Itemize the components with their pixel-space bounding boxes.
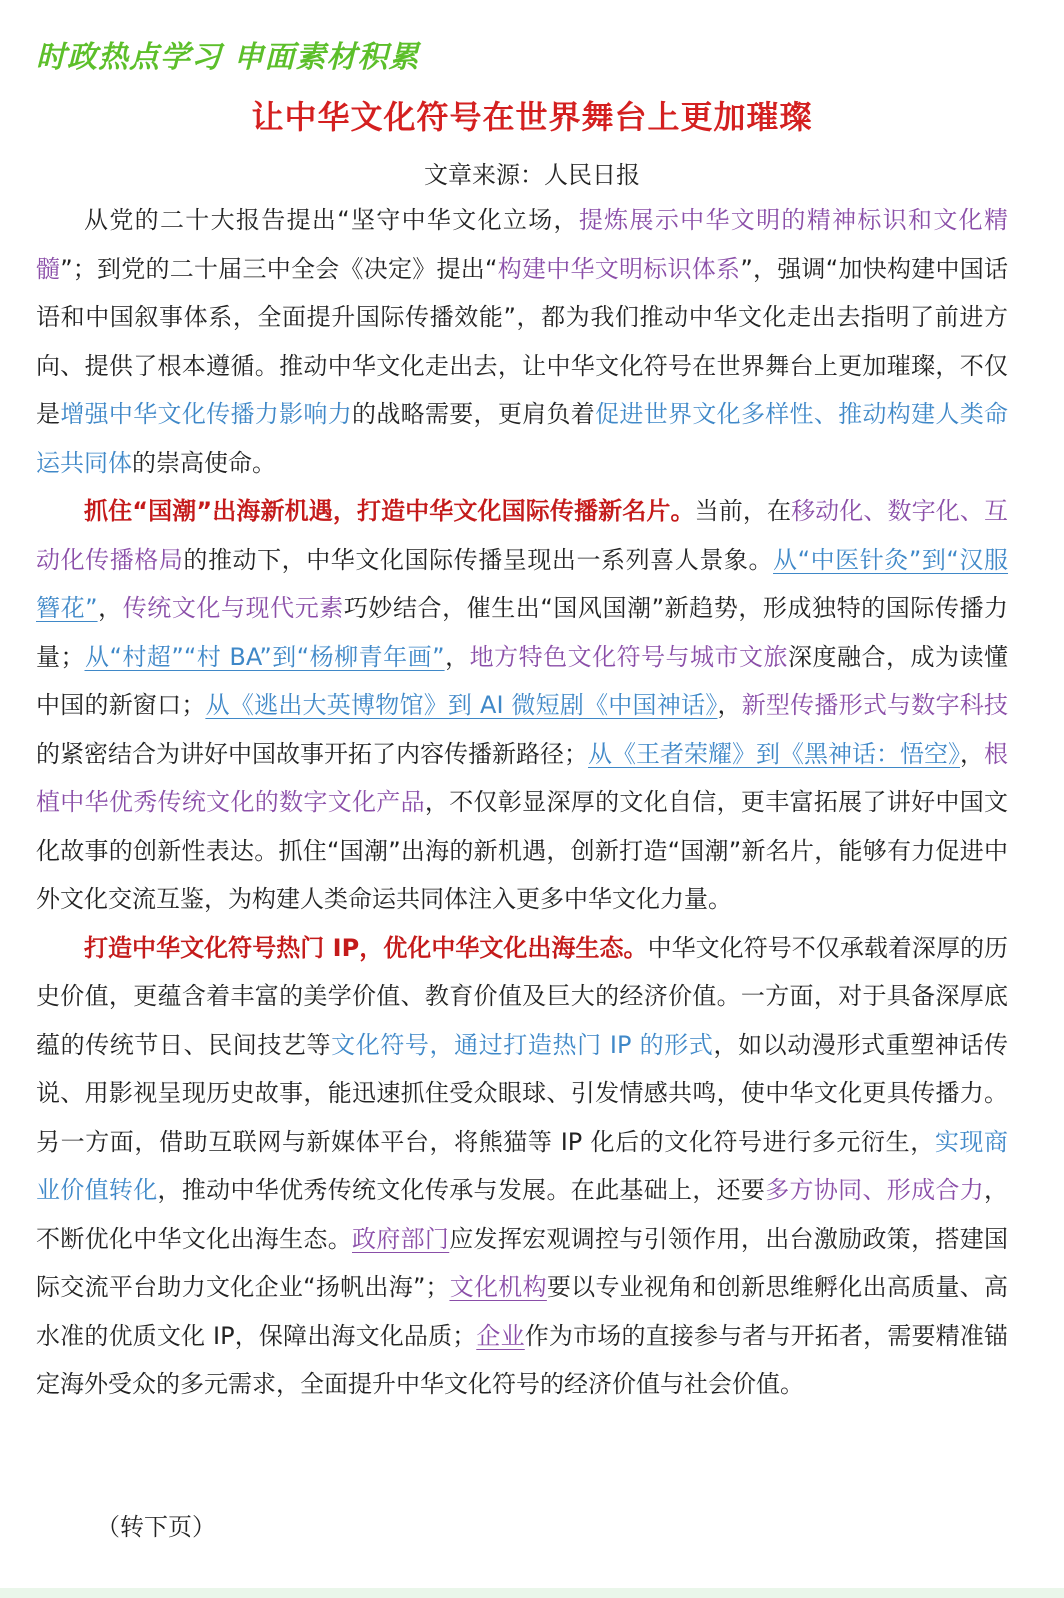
paragraph-1: [36, 196, 1008, 487]
p3-text: 作为市场的直接参与者与开拓者，需要精准锚定海外受众的多元需求，全面提升中华文化符号的经济价值与社会价值。: [36, 1321, 1009, 1398]
p1-text: 的战略需要，更肩负着: [352, 400, 596, 428]
p2-text: ，: [960, 739, 984, 768]
p2-text: 深度融合，成为读懂中国的新窗口；: [36, 642, 1009, 719]
p3-text: 中华文化符号不仅承载着深厚的历史价值，更蕴含着丰富的美学价值、教育价值及巨大的经济价值。一方面，对于具备深厚底蕴的传统节日、民间技艺等: [36, 933, 1009, 1059]
paragraph-3: [36, 924, 1008, 1409]
p3-text: ，推动中华优秀传统文化传承与发展。在此基础上，还要: [157, 1176, 766, 1204]
p2-lead-heading: 抓住“国潮”出海新机遇，打造中华文化国际传播新名片。: [84, 497, 695, 525]
bottom-divider: [0, 1588, 1064, 1598]
p1-highlight: 提炼展示中华文明的精神标识和文化精髓: [36, 206, 1008, 283]
p1-highlight: 构建中华文明标识体系: [497, 254, 741, 283]
p2-text: 的紧密结合为讲好中国故事开拓了内容传播新路径；: [36, 739, 588, 768]
p3-underlined-phrase: 文化机构: [449, 1273, 547, 1301]
paragraph-2: [36, 487, 1008, 924]
p2-text: 当前，在: [694, 497, 792, 525]
p3-text: 应发挥宏观调控与引领作用，出台激励政策，搭建国际交流平台助力文化企业“扬帆出海”；: [36, 1224, 1009, 1301]
article-title: 让中华文化符号在世界舞台上更加璀璨: [251, 98, 813, 136]
p3-underlined-phrase: 企业: [476, 1321, 525, 1350]
p1-text: 从党的二十大报告提出“坚守中华文化立场，: [84, 206, 579, 234]
p3-text: ，不断优化中华文化出海生态。: [36, 1176, 1009, 1253]
p2-highlight: 传统文化与现代元素: [122, 594, 344, 622]
p2-text: ，: [717, 691, 742, 719]
p3-highlight: 文化符号，通过打造热门 IP 的形式: [331, 1030, 714, 1059]
p3-underlined-phrase: 政府部门: [352, 1224, 450, 1253]
p3-text: 要以专业视角和创新思维孵化出高质量、高水准的优质文化 IP，保障出海文化品质；: [36, 1273, 1009, 1350]
p1-highlight: 促进世界文化多样性、推动构建人类命运共同体: [36, 400, 1009, 477]
p2-highlight: 新型传播形式与数字科技: [741, 691, 1008, 719]
p1-text: ”，强调“加快构建中国话语和中国叙事体系，全面提升国际传播效能”，都为我们推动中华文化走出去指明了前进方向、提供了根本遵循。推动中华文化走出去，让中华文化符号在世界舞台上更加璀璨，不仅是: [36, 254, 1009, 428]
p3-highlight: 实现商业价值转化: [36, 1127, 1009, 1204]
p1-highlight: 增强中华文化传播力影响力: [60, 400, 353, 428]
p2-underlined-phrase: 从“村超”“村 BA”到“杨柳青年画”: [84, 642, 445, 671]
p2-text: ，: [97, 594, 123, 622]
p1-text: 的崇高使命。: [132, 448, 276, 477]
p3-lead-heading: 打造中华文化符号热门 IP，优化中华文化出海生态。: [84, 933, 648, 962]
p3-text: ，如以动漫形式重塑神话传说、用影视呈现历史故事，能迅速抓住受众眼球、引发情感共鸣，使中华文化更具传播力。另一方面，借助互联网与新媒体平台，将熊猫等 IP 化后的文化符号进行多元衍生，: [36, 1030, 1009, 1156]
p2-text: 的推动下，中华文化国际传播呈现出一系列喜人景象。: [183, 545, 774, 574]
header-tag: 时政热点学习 申面素材积累: [36, 40, 420, 75]
p2-text: ，不仅彰显深厚的文化自信，更丰富拓展了讲好中国文化故事的创新性表达。抓住“国潮”出海的新机遇，创新打造“国潮”新名片，能够有力促进中外文化交流互鉴，为构建人类命运共同体注入更多中华文化力量。: [36, 788, 1008, 913]
article-source: 文章来源：人民日报: [424, 161, 640, 189]
p2-highlight: 移动化、数字化、互动化传播格局: [36, 497, 1008, 574]
p2-text: 巧妙结合，催生出“国风国潮”新趋势，形成独特的国际传播力量；: [36, 594, 1009, 671]
p3-highlight: 多方协同、形成合力: [765, 1176, 985, 1204]
p2-underlined-phrase: 从《王者荣耀》到《黑神话：悟空》: [588, 739, 960, 768]
p2-underlined-phrase: 从《逃出大英博物馆》到 AI 微短剧《中国神话》: [205, 691, 718, 719]
p1-text: ”；到党的二十届三中全会《决定》提出“: [60, 254, 498, 283]
p2-highlight: 地方特色文化符号与城市文旅: [469, 642, 789, 671]
p2-text: ，: [444, 642, 470, 671]
p2-underlined-phrase: 从“中医针灸”到“汉服簪花”: [36, 545, 1009, 622]
continued-next-page: （转下页）: [96, 1513, 216, 1541]
article-body: [36, 196, 1008, 1409]
p2-highlight: 根植中华优秀传统文化的数字文化产品: [36, 739, 1008, 816]
